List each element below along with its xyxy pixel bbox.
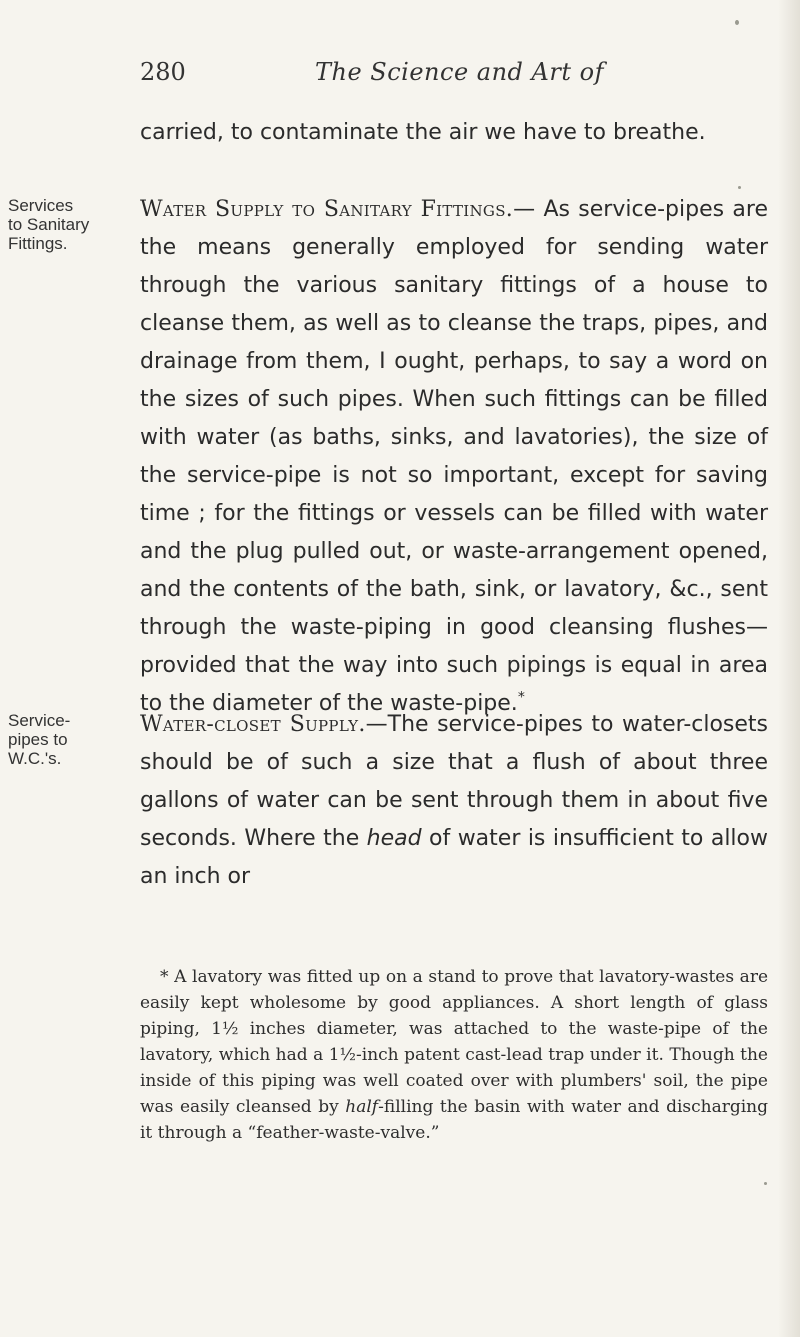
section-heading-water-supply: Water Supply to Sanitary Fittings. — [140, 197, 514, 222]
section-heading-wc-supply: Water-closet Supply. — [140, 712, 366, 737]
footnote-text-part-1: A lavatory was fitted up on a stand to prove that lavatory-wastes are easily kept wholesome by good appliances. A short length of glass piping, 1½ inches diameter, was attached to the waste-pipe of the lavatory, which had a 1½-inch patent cast-lead trap under it. Though the inside of this piping was well coated over with plumbers' soil, the pipe was easily cleansed by — [140, 967, 769, 1117]
footnote-marker: * — [160, 967, 169, 987]
paragraph-water-supply — [140, 191, 768, 723]
running-head — [140, 58, 780, 92]
italic-word-head: head — [366, 826, 422, 851]
paragraph-wc-supply — [140, 706, 768, 896]
margin-note-line: W.C.'s. — [8, 749, 62, 768]
footnote — [140, 964, 768, 1146]
margin-note-line: to Sanitary — [8, 215, 90, 234]
paragraph-intro — [140, 114, 768, 152]
margin-note-services — [8, 196, 108, 253]
paragraph-body: As service-pipes are the means generally employed for sending water through the various sanitary fittings of a house to cleanse them, as well as to cleanse the traps, pipes, and drainage from them, I ought, perhaps, to say a word on the sizes of such pipes. When such fittings can be filled with water (as baths, sinks, and lavatories), the size of the service-pipe is not so important, except for saving time ; for the fittings or vessels can be filled with water and the plug pulled out, or waste-arrangement opened, and the contents of the bath, sink, or lavatory, &c., sent through the waste-piping in good cleansing flushes—provided that the way into such pipings is equal in area to the diameter of the waste-pipe. — [140, 197, 769, 716]
margin-note-service-pipes — [8, 711, 108, 768]
margin-note-line: Services — [8, 196, 74, 215]
heading-dash: — — [513, 197, 536, 222]
paper-speck — [764, 1182, 767, 1185]
paragraph-intro-text: carried, to contaminate the air we have to breathe. — [140, 120, 706, 145]
paper-speck — [738, 186, 741, 189]
page-number: 280 — [140, 58, 186, 86]
paragraph-body: —The service-pipes to water-closets should be of such a size that a flush of about three gallons of water can be sent through them in about five seconds. Where the — [140, 712, 769, 851]
margin-note-line: Service- — [8, 711, 71, 730]
footnote-text-part-2: -filling the basin with water and discharging it through a “feather-waste-valve.” — [140, 1097, 768, 1143]
margin-note-line: pipes to — [8, 730, 68, 749]
footnote-italic-half: half — [345, 1097, 379, 1117]
running-title: The Science and Art of — [315, 58, 604, 86]
footnote-reference: * — [517, 689, 525, 706]
paragraph-wc-supply-text — [140, 706, 768, 896]
margin-note-line: Fittings. — [8, 234, 68, 253]
paragraph-water-supply-text — [140, 191, 768, 723]
paragraph-body-end: of water is insufficient to allow an inch or — [140, 826, 768, 889]
paper-speck — [735, 20, 739, 25]
page-edge-shadow — [778, 0, 800, 1337]
